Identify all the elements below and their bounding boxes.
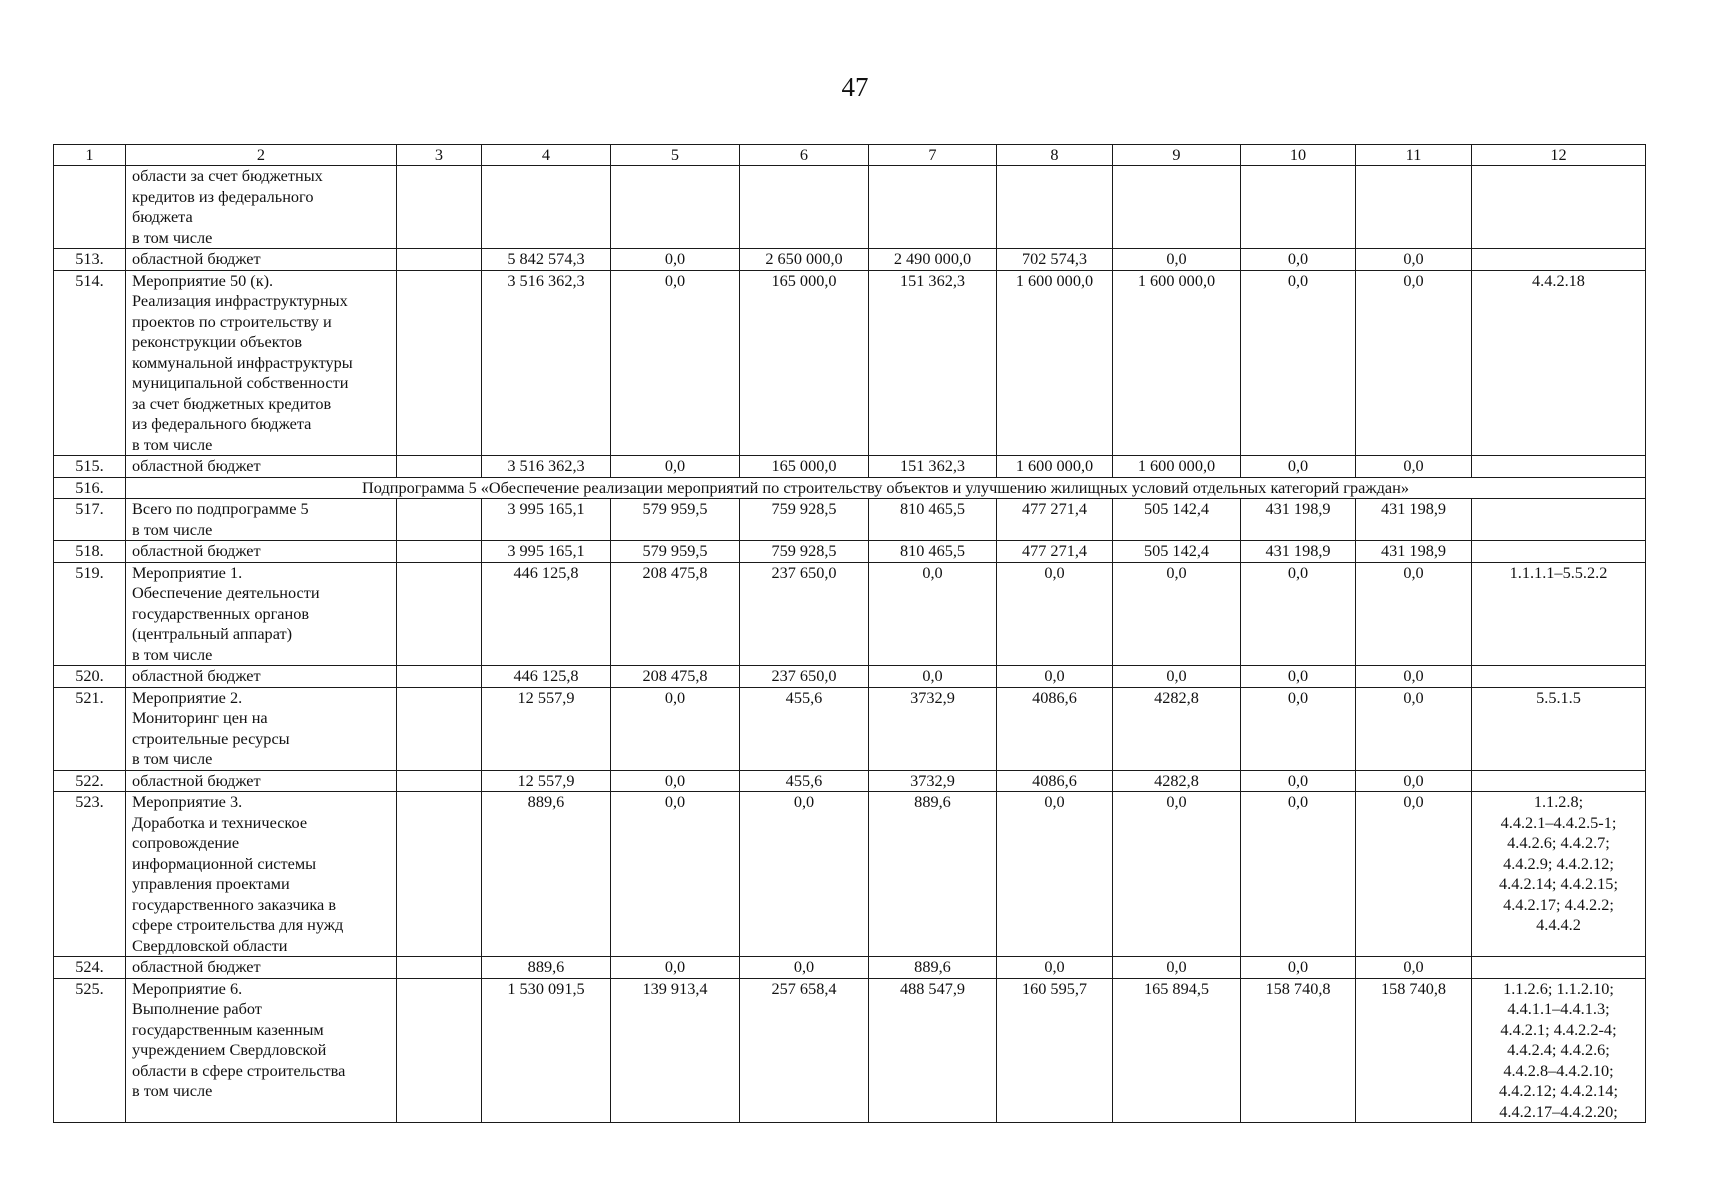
cell-value-5: 579 959,5 xyxy=(611,541,740,563)
row-number: 514. xyxy=(54,270,126,456)
cell-value-10: 0,0 xyxy=(1241,687,1356,770)
column-number-2: 2 xyxy=(126,145,397,166)
cell-value-4: 3 995 165,1 xyxy=(482,541,611,563)
table-row xyxy=(54,166,1646,249)
cell-value-7: 3732,9 xyxy=(869,687,997,770)
cell-value-7: 810 465,5 xyxy=(869,541,997,563)
cell-value-6: 455,6 xyxy=(740,687,869,770)
column-number-3: 3 xyxy=(397,145,482,166)
cell-value-11: 0,0 xyxy=(1356,687,1472,770)
cell-value-10 xyxy=(1241,166,1356,249)
cell-value-9: 165 894,5 xyxy=(1113,978,1241,1123)
column-number-12: 12 xyxy=(1472,145,1646,166)
row-name: Мероприятие 6. Выполнение работ государственным казенным учреждением Свердловской области в сфере строительства в том числе xyxy=(126,978,397,1123)
cell-value-8: 160 595,7 xyxy=(997,978,1113,1123)
cell-col-3 xyxy=(397,770,482,792)
cell-value-5: 0,0 xyxy=(611,249,740,271)
cell-value-7: 3732,9 xyxy=(869,770,997,792)
cell-value-11: 0,0 xyxy=(1356,270,1472,456)
cell-value-6: 257 658,4 xyxy=(740,978,869,1123)
cell-col-3 xyxy=(397,499,482,541)
cell-value-11: 0,0 xyxy=(1356,249,1472,271)
cell-value-9: 0,0 xyxy=(1113,957,1241,979)
table-row xyxy=(54,477,1646,499)
cell-value-10: 0,0 xyxy=(1241,456,1356,478)
table-row xyxy=(54,456,1646,478)
cell-value-7: 151 362,3 xyxy=(869,456,997,478)
cell-col-3 xyxy=(397,562,482,666)
table-row xyxy=(54,562,1646,666)
column-number-7: 7 xyxy=(869,145,997,166)
cell-value-7: 2 490 000,0 xyxy=(869,249,997,271)
table-row xyxy=(54,687,1646,770)
cell-value-4 xyxy=(482,166,611,249)
cell-value-6: 237 650,0 xyxy=(740,562,869,666)
cell-value-7: 889,6 xyxy=(869,957,997,979)
cell-value-8: 0,0 xyxy=(997,562,1113,666)
cell-value-8: 0,0 xyxy=(997,666,1113,688)
cell-value-6: 0,0 xyxy=(740,957,869,979)
cell-col-3 xyxy=(397,270,482,456)
cell-value-9: 505 142,4 xyxy=(1113,541,1241,563)
cell-value-11: 0,0 xyxy=(1356,456,1472,478)
row-name: Мероприятие 50 (к). Реализация инфраструктурных проектов по строительству и реконструкции объектов коммунальной инфраструктуры муниципальной собственности за счет бюджетных кредитов из федерального бюджета в том числе xyxy=(126,270,397,456)
cell-col-3 xyxy=(397,541,482,563)
cell-value-4: 3 995 165,1 xyxy=(482,499,611,541)
cell-value-11: 0,0 xyxy=(1356,957,1472,979)
target-indicator-ref xyxy=(1472,666,1646,688)
row-number: 525. xyxy=(54,978,126,1123)
cell-col-3 xyxy=(397,957,482,979)
cell-value-4: 12 557,9 xyxy=(482,687,611,770)
cell-value-7: 810 465,5 xyxy=(869,499,997,541)
cell-value-7 xyxy=(869,166,997,249)
row-name: Мероприятие 3. Доработка и техническое сопровождение информационной системы управления проектами государственного заказчика в сфере строительства для нужд Свердловской области xyxy=(126,792,397,957)
row-number: 516. xyxy=(54,477,126,499)
cell-value-11: 431 198,9 xyxy=(1356,541,1472,563)
cell-value-4: 5 842 574,3 xyxy=(482,249,611,271)
cell-value-9: 4282,8 xyxy=(1113,770,1241,792)
cell-value-7: 0,0 xyxy=(869,562,997,666)
row-number: 518. xyxy=(54,541,126,563)
cell-value-8: 1 600 000,0 xyxy=(997,456,1113,478)
row-name: Мероприятие 2. Мониторинг цен на строительные ресурсы в том числе xyxy=(126,687,397,770)
row-name: областной бюджет xyxy=(126,770,397,792)
cell-value-6: 2 650 000,0 xyxy=(740,249,869,271)
cell-value-9: 0,0 xyxy=(1113,249,1241,271)
row-number xyxy=(54,166,126,249)
cell-value-6: 165 000,0 xyxy=(740,270,869,456)
row-number: 513. xyxy=(54,249,126,271)
target-indicator-ref: 4.4.2.18 xyxy=(1472,270,1646,456)
row-number: 519. xyxy=(54,562,126,666)
cell-value-9: 0,0 xyxy=(1113,792,1241,957)
row-number: 522. xyxy=(54,770,126,792)
cell-value-11: 0,0 xyxy=(1356,562,1472,666)
target-indicator-ref: 5.5.1.5 xyxy=(1472,687,1646,770)
cell-value-6: 759 928,5 xyxy=(740,499,869,541)
cell-value-6: 0,0 xyxy=(740,792,869,957)
cell-value-8: 702 574,3 xyxy=(997,249,1113,271)
row-name: областной бюджет xyxy=(126,666,397,688)
cell-value-4: 446 125,8 xyxy=(482,666,611,688)
target-indicator-ref xyxy=(1472,499,1646,541)
cell-col-3 xyxy=(397,978,482,1123)
table-row xyxy=(54,978,1646,1123)
cell-value-9: 0,0 xyxy=(1113,562,1241,666)
table-row xyxy=(54,666,1646,688)
target-indicator-ref xyxy=(1472,770,1646,792)
column-number-6: 6 xyxy=(740,145,869,166)
cell-value-5: 208 475,8 xyxy=(611,666,740,688)
cell-value-5: 139 913,4 xyxy=(611,978,740,1123)
cell-value-10: 0,0 xyxy=(1241,270,1356,456)
cell-col-3 xyxy=(397,456,482,478)
cell-value-11 xyxy=(1356,166,1472,249)
cell-value-8: 4086,6 xyxy=(997,687,1113,770)
target-indicator-ref: 1.1.2.8; 4.4.2.1–4.4.2.5-1; 4.4.2.6; 4.4.2.7; 4.4.2.9; 4.4.2.12; 4.4.2.14; 4.4.2.15; 4.4.2.17; 4.4.2.2; 4.4.4.2 xyxy=(1472,792,1646,957)
cell-value-11: 0,0 xyxy=(1356,770,1472,792)
cell-value-10: 0,0 xyxy=(1241,957,1356,979)
cell-value-4: 446 125,8 xyxy=(482,562,611,666)
column-number-5: 5 xyxy=(611,145,740,166)
cell-value-11: 431 198,9 xyxy=(1356,499,1472,541)
target-indicator-ref: 1.1.2.6; 1.1.2.10; 4.4.1.1–4.4.1.3; 4.4.2.1; 4.4.2.2-4; 4.4.2.4; 4.4.2.6; 4.4.2.8–4.4.2.10; 4.4.2.12; 4.4.2.14; 4.4.2.17–4.4.2.20; xyxy=(1472,978,1646,1123)
table-row xyxy=(54,270,1646,456)
cell-value-11: 158 740,8 xyxy=(1356,978,1472,1123)
column-number-4: 4 xyxy=(482,145,611,166)
target-indicator-ref xyxy=(1472,541,1646,563)
cell-value-11: 0,0 xyxy=(1356,666,1472,688)
cell-value-10: 0,0 xyxy=(1241,792,1356,957)
target-indicator-ref: 1.1.1.1–5.5.2.2 xyxy=(1472,562,1646,666)
cell-value-5: 0,0 xyxy=(611,792,740,957)
cell-value-6: 237 650,0 xyxy=(740,666,869,688)
cell-value-8: 4086,6 xyxy=(997,770,1113,792)
cell-value-6: 455,6 xyxy=(740,770,869,792)
cell-value-9 xyxy=(1113,166,1241,249)
row-number: 515. xyxy=(54,456,126,478)
table-row xyxy=(54,770,1646,792)
cell-col-3 xyxy=(397,666,482,688)
column-number-row xyxy=(54,145,1646,166)
cell-value-8: 0,0 xyxy=(997,792,1113,957)
budget-table xyxy=(53,144,1646,1123)
row-number: 517. xyxy=(54,499,126,541)
cell-value-5 xyxy=(611,166,740,249)
row-number: 520. xyxy=(54,666,126,688)
cell-col-3 xyxy=(397,792,482,957)
cell-value-4: 1 530 091,5 xyxy=(482,978,611,1123)
cell-value-10: 431 198,9 xyxy=(1241,499,1356,541)
cell-value-8: 1 600 000,0 xyxy=(997,270,1113,456)
cell-col-3 xyxy=(397,166,482,249)
cell-value-9: 0,0 xyxy=(1113,666,1241,688)
page-number: 47 xyxy=(841,72,869,102)
target-indicator-ref xyxy=(1472,957,1646,979)
table-row xyxy=(54,249,1646,271)
table-row xyxy=(54,541,1646,563)
table-row xyxy=(54,957,1646,979)
cell-value-7: 889,6 xyxy=(869,792,997,957)
column-number-9: 9 xyxy=(1113,145,1241,166)
cell-value-5: 0,0 xyxy=(611,957,740,979)
cell-value-10: 0,0 xyxy=(1241,562,1356,666)
cell-col-3 xyxy=(397,687,482,770)
row-name: областной бюджет xyxy=(126,456,397,478)
cell-value-4: 889,6 xyxy=(482,792,611,957)
cell-value-5: 208 475,8 xyxy=(611,562,740,666)
cell-col-3 xyxy=(397,249,482,271)
cell-value-10: 0,0 xyxy=(1241,770,1356,792)
cell-value-8: 0,0 xyxy=(997,957,1113,979)
cell-value-9: 1 600 000,0 xyxy=(1113,270,1241,456)
cell-value-9: 4282,8 xyxy=(1113,687,1241,770)
row-name: области за счет бюджетных кредитов из федерального бюджета в том числе xyxy=(126,166,397,249)
cell-value-8: 477 271,4 xyxy=(997,541,1113,563)
row-name: областной бюджет xyxy=(126,541,397,563)
cell-value-9: 505 142,4 xyxy=(1113,499,1241,541)
cell-value-7: 151 362,3 xyxy=(869,270,997,456)
column-number-1: 1 xyxy=(54,145,126,166)
cell-value-4: 12 557,9 xyxy=(482,770,611,792)
cell-value-10: 158 740,8 xyxy=(1241,978,1356,1123)
subprogram-title: Подпрограмма 5 «Обеспечение реализации мероприятий по строительству объектов и улучшению жилищных условий отдельных категорий граждан» xyxy=(126,477,1646,499)
cell-value-8 xyxy=(997,166,1113,249)
cell-value-5: 0,0 xyxy=(611,456,740,478)
cell-value-10: 0,0 xyxy=(1241,249,1356,271)
cell-value-5: 0,0 xyxy=(611,687,740,770)
row-name: областной бюджет xyxy=(126,249,397,271)
target-indicator-ref xyxy=(1472,249,1646,271)
target-indicator-ref xyxy=(1472,456,1646,478)
cell-value-4: 3 516 362,3 xyxy=(482,456,611,478)
cell-value-6 xyxy=(740,166,869,249)
target-indicator-ref xyxy=(1472,166,1646,249)
cell-value-8: 477 271,4 xyxy=(997,499,1113,541)
row-name: областной бюджет xyxy=(126,957,397,979)
cell-value-6: 759 928,5 xyxy=(740,541,869,563)
cell-value-4: 889,6 xyxy=(482,957,611,979)
cell-value-6: 165 000,0 xyxy=(740,456,869,478)
column-number-8: 8 xyxy=(997,145,1113,166)
row-number: 523. xyxy=(54,792,126,957)
cell-value-5: 0,0 xyxy=(611,270,740,456)
cell-value-11: 0,0 xyxy=(1356,792,1472,957)
row-number: 524. xyxy=(54,957,126,979)
cell-value-7: 488 547,9 xyxy=(869,978,997,1123)
row-name: Мероприятие 1. Обеспечение деятельности государственных органов (центральный аппарат) в том числе xyxy=(126,562,397,666)
cell-value-9: 1 600 000,0 xyxy=(1113,456,1241,478)
cell-value-5: 579 959,5 xyxy=(611,499,740,541)
column-number-10: 10 xyxy=(1241,145,1356,166)
table-row xyxy=(54,499,1646,541)
cell-value-7: 0,0 xyxy=(869,666,997,688)
row-name: Всего по подпрограмме 5 в том числе xyxy=(126,499,397,541)
cell-value-5: 0,0 xyxy=(611,770,740,792)
row-number: 521. xyxy=(54,687,126,770)
cell-value-10: 431 198,9 xyxy=(1241,541,1356,563)
column-number-11: 11 xyxy=(1356,145,1472,166)
cell-value-4: 3 516 362,3 xyxy=(482,270,611,456)
table-row xyxy=(54,792,1646,957)
cell-value-10: 0,0 xyxy=(1241,666,1356,688)
